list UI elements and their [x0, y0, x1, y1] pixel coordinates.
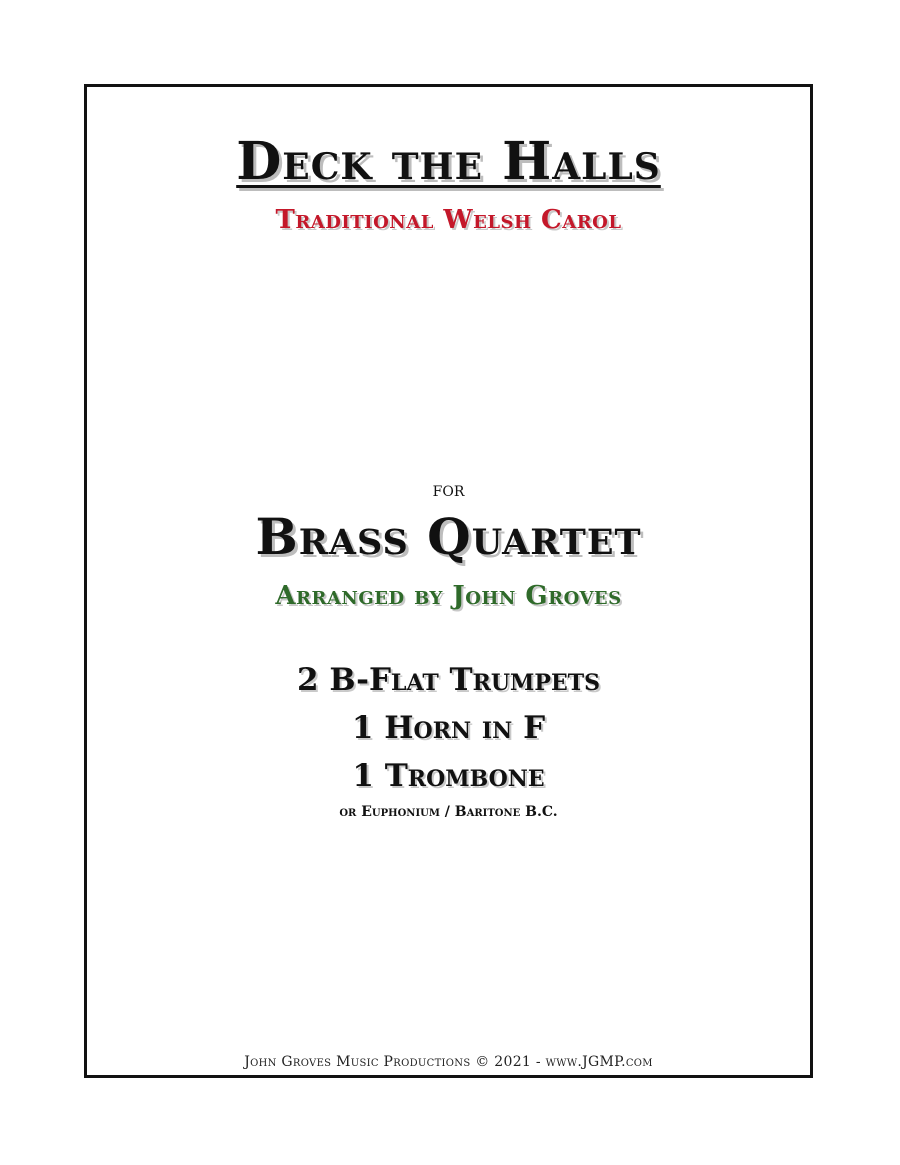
song-subtitle: Traditional Welsh Carol	[275, 205, 622, 235]
instrument-trombone: 1 Trombone	[352, 758, 545, 794]
ensemble-name: Brass Quartet	[255, 507, 642, 566]
cover-border	[84, 84, 813, 1078]
instrument-trumpets: 2 B-Flat Trumpets	[297, 662, 600, 698]
for-label: for	[432, 477, 465, 501]
instrument-horn: 1 Horn in F	[351, 710, 546, 746]
song-title: Deck the Halls	[236, 131, 661, 192]
publisher-footer: John Groves Music Productions © 2021 - www.JGMP.com	[244, 1054, 653, 1070]
arranger-credit: Arranged by John Groves	[275, 581, 622, 611]
instrument-alternative-note: or Euphonium / Baritone B.C.	[339, 804, 558, 820]
